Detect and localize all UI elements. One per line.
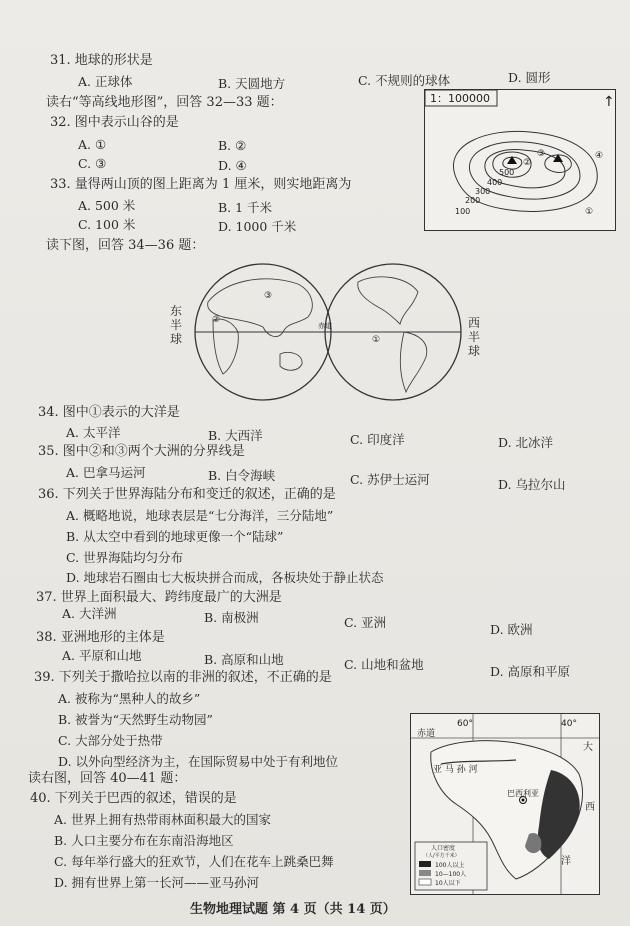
q40-option-c: C. 每年举行盛大的狂欢节，人们在花车上跳桑巴舞 — [54, 854, 334, 869]
map-scale: 1：100000 — [430, 92, 490, 105]
q39-option-b: B. 被誉为“天然野生动物园” — [58, 712, 213, 727]
q40-stem: 40. 下列关于巴西的叙述，错误的是 — [30, 791, 237, 806]
q37-option-a: A. 大洋洲 — [62, 606, 117, 621]
q33-option-c: C. 100 米 — [78, 217, 136, 232]
hemisphere-map — [168, 262, 488, 402]
q31-stem: 31. 地球的形状是 — [50, 53, 153, 68]
equator-label: 赤道 — [318, 322, 332, 330]
contour-label-100: 100 — [455, 207, 471, 216]
q38-option-b: B. 高原和山地 — [204, 652, 284, 667]
q35-stem: 35. 图中②和③两个大洲的分界线是 — [38, 444, 245, 459]
hemisphere-figure — [168, 262, 488, 402]
read-40-41: 读右图，回答 40—41 题： — [28, 771, 187, 786]
q36-option-a: A. 概略地说，地球表层是“七分海洋，三分陆地” — [66, 508, 334, 523]
brazil-map — [410, 713, 600, 895]
q31-option-b: B. 天圆地方 — [218, 76, 286, 91]
legend-low: 10人以下 — [435, 880, 461, 887]
q40-option-d: D. 拥有世界上第一长河——亚马孙河 — [54, 875, 260, 890]
q37-option-d: D. 欧洲 — [490, 622, 533, 637]
contour-map-figure — [425, 90, 615, 230]
marker-4: ④ — [595, 151, 604, 161]
q33-option-b: B. 1 千米 — [218, 200, 273, 215]
q37-option-c: C. 亚洲 — [344, 615, 387, 630]
q36-option-c: C. 世界海陆均匀分布 — [66, 550, 184, 565]
q38-stem: 38. 亚洲地形的主体是 — [36, 630, 165, 645]
q35-option-d: D. 乌拉尔山 — [498, 477, 566, 492]
legend-unit: （人/平方千米） — [423, 853, 460, 859]
amazon-river-label: 亚 马 孙 河 — [433, 765, 478, 775]
q34-option-a: A. 太平洋 — [66, 425, 121, 440]
ocean-label-1: 大 — [583, 742, 593, 753]
q36-stem: 36. 下列关于世界海陆分布和变迁的叙述，正确的是 — [38, 487, 336, 502]
ocean-label-3: 洋 — [561, 856, 571, 867]
lon-60-label: 60° — [457, 719, 473, 729]
q33-option-a: A. 500 米 — [78, 198, 136, 213]
hemisphere-marker-3: ③ — [264, 291, 273, 301]
q39-option-a: A. 被称为“黑种人的故乡” — [58, 691, 201, 706]
q36-option-b: B. 从太空中看到的地球更像一个“陆球” — [66, 529, 284, 544]
q37-stem: 37. 世界上面积最大、跨纬度最广的大洲是 — [36, 590, 282, 605]
brazil-equator-label: 赤道 — [417, 729, 436, 739]
legend-high: 100人以上 — [435, 862, 465, 869]
east-hemisphere-label: 东半球 — [170, 304, 183, 346]
q35-option-a: A. 巴拿马运河 — [66, 465, 146, 480]
q31-option-d: D. 圆形 — [508, 70, 551, 85]
west-hemisphere-label: 西半球 — [468, 316, 481, 358]
contour-map — [424, 89, 616, 231]
contour-label-400: 400 — [487, 178, 503, 187]
legend-mid: 10—100人 — [435, 871, 467, 878]
q32-option-c: C. ③ — [78, 156, 107, 171]
ocean-label-2: 西 — [585, 802, 595, 813]
q34-stem: 34. 图中①表示的大洋是 — [38, 405, 180, 420]
q31-option-c: C. 不规则的球体 — [358, 73, 451, 88]
marker-3: ③ — [537, 149, 546, 159]
q32-option-d: D. ④ — [218, 158, 247, 173]
lon-40-label: 40° — [561, 719, 577, 729]
q32-option-b: B. ② — [218, 138, 247, 153]
q34-option-b: B. 大西洋 — [208, 428, 263, 443]
brasilia-label: 巴西利亚 — [507, 789, 539, 798]
q35-option-c: C. 苏伊士运河 — [350, 472, 430, 487]
q35-option-b: B. 白令海峡 — [208, 468, 276, 483]
contour-label-200: 200 — [465, 196, 481, 205]
marker-2: ② — [523, 158, 532, 168]
contour-label-300: 300 — [475, 187, 491, 196]
read-32-33: 读右“等高线地形图”，回答 32—33 题： — [46, 95, 283, 110]
q31-option-a: A. 正球体 — [78, 74, 133, 89]
q38-option-d: D. 高原和平原 — [490, 664, 571, 679]
q34-option-c: C. 印度洋 — [350, 432, 405, 447]
q39-stem: 39. 下列关于撒哈拉以南的非洲的叙述，不正确的是 — [34, 670, 332, 685]
q37-option-b: B. 南极洲 — [204, 610, 259, 625]
q32-option-a: A. ① — [78, 137, 107, 152]
q34-option-d: D. 北冰洋 — [498, 435, 554, 450]
contour-label-500: 500 — [499, 168, 515, 177]
q39-option-d: D. 以外向型经济为主，在国际贸易中处于有利地位 — [58, 754, 339, 769]
q38-option-a: A. 平原和山地 — [62, 648, 142, 663]
q33-stem: 33. 量得两山顶的图上距离为 1 厘米，则实地距离为 — [50, 177, 352, 192]
brazil-map-figure — [411, 714, 599, 894]
q36-option-d: D. 地球岩石圈由七大板块拼合而成，各板块处于静止状态 — [66, 570, 384, 585]
q38-option-c: C. 山地和盆地 — [344, 657, 424, 672]
q32-stem: 32. 图中表示山谷的是 — [50, 115, 179, 130]
page-footer: 生物地理试题 第 4 页（共 14 页） — [190, 902, 396, 917]
q39-option-c: C. 大部分处于热带 — [58, 733, 163, 748]
read-34-36: 读下图，回答 34—36 题： — [46, 238, 205, 253]
hemisphere-marker-1: ① — [372, 335, 381, 345]
q40-option-b: B. 人口主要分布在东南沿海地区 — [54, 833, 234, 848]
marker-1: ① — [585, 207, 594, 217]
north-arrow-icon: ↑ — [603, 94, 615, 110]
legend-title: 人口密度 — [431, 845, 456, 852]
q40-option-a: A. 世界上拥有热带雨林面积最大的国家 — [54, 812, 271, 827]
hemisphere-marker-2: ② — [212, 315, 221, 325]
q33-option-d: D. 1000 千米 — [218, 219, 297, 234]
